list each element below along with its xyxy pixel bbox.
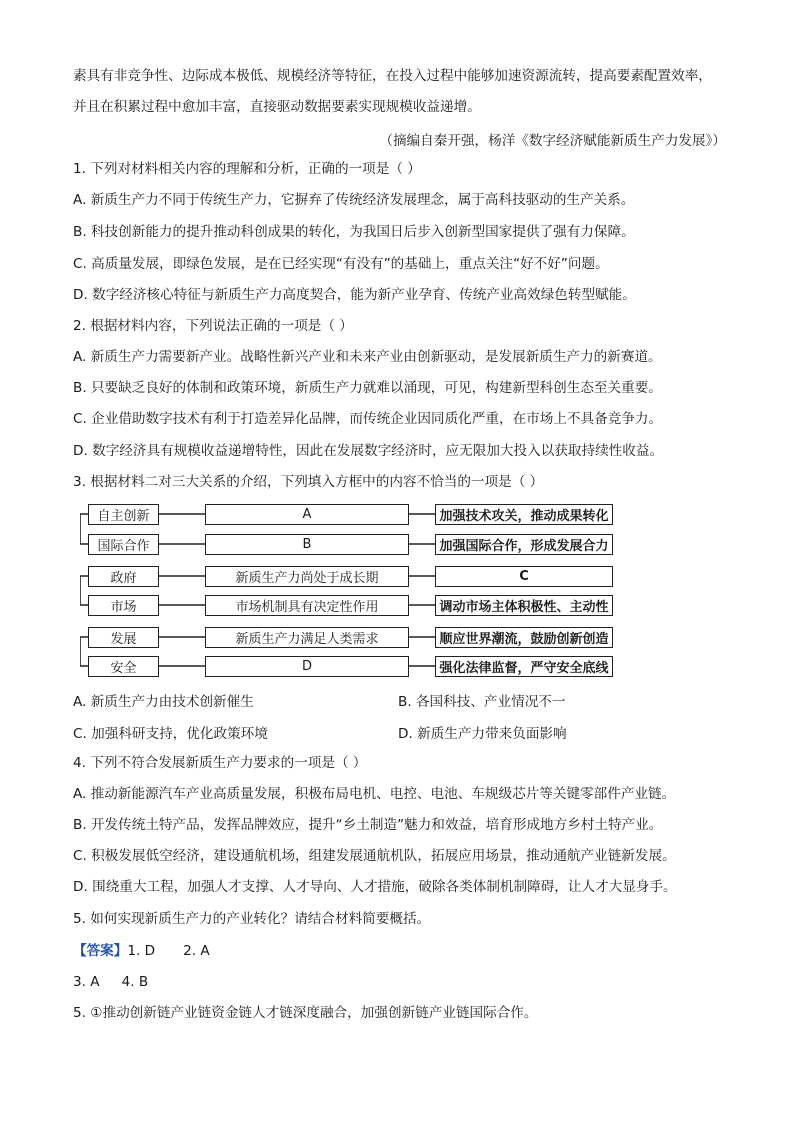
diagram-left-box: 安全: [88, 656, 159, 677]
diagram-mid-box: A: [205, 504, 409, 525]
diagram-right-box: 强化法律监督，严守安全底线: [435, 656, 613, 677]
q1-option-c: C. 高质量发展，即绿色发展，是在已经实现“有没有”的基础上，重点关注“好不好”问题。: [73, 256, 609, 272]
q3-stem: 3. 根据材料二对三大关系的介绍，下列填入方框中的内容不恰当的一项是（ ）: [73, 474, 544, 490]
diagram-right-box: 顺应世界潮流，鼓励创新创造: [435, 627, 613, 648]
diagram-left-box: 国际合作: [88, 534, 159, 555]
q2-option-b: B. 只要缺乏良好的体制和政策环境，新质生产力就难以涌现，可见，构建新型科创生态至关重要。: [73, 380, 662, 396]
answer-5: 5. ①推动创新链产业链资金链人才链深度融合，加强创新链产业链国际合作。: [73, 1005, 538, 1021]
answer-2: 2. A: [183, 943, 210, 959]
q4-option-d: D. 围绕重大工程，加强人才支撑、人才导向、人才措施，破除各类体制机制障碍，让人才大显身手。: [73, 879, 677, 895]
answer-4: 4. B: [121, 974, 149, 990]
q1-option-b: B. 科技创新能力的提升推动科创成果的转化，为我国日后步入创新型国家提供了强有力保障。: [73, 224, 635, 240]
diagram-mid-box: 新质生产力尚处于成长期: [205, 566, 409, 587]
answer-line-1: [73, 941, 733, 961]
q1-stem: 1. 下列对材料相关内容的理解和分析，正确的一项是（ ）: [73, 161, 421, 177]
diagram-left-box: 自主创新: [88, 504, 159, 525]
q3-option-a: A. 新质生产力由技术创新催生: [73, 694, 254, 710]
diagram-left-box: 政府: [88, 566, 159, 587]
q4-stem: 4. 下列不符合发展新质生产力要求的一项是（ ）: [73, 755, 367, 771]
q4-option-b: B. 开发传统土特产品，发挥品牌效应，提升“乡土制造”魅力和效益，培育形成地方乡村土特产业。: [73, 817, 663, 833]
diagram-mid-box: B: [205, 534, 409, 555]
diagram-mid-box: 新质生产力满足人类需求: [205, 627, 409, 648]
diagram-left-box: 市场: [88, 595, 159, 616]
q4-option-a: A. 推动新能源汽车产业高质量发展，积极布局电机、电控、电池、车规级芯片等关键零部件产业链。: [73, 786, 676, 802]
answer-label: 【答案】: [73, 943, 128, 959]
diagram-mid-box: 市场机制具有决定性作用: [205, 595, 409, 616]
intro-line-1: 素具有非竞争性、边际成本极低、规模经济等特征，在投入过程中能够加速资源流转，提高要素配置效率，: [73, 68, 712, 84]
answer-3: 3. A: [73, 974, 100, 990]
diagram-right-box: 加强国际合作，形成发展合力: [435, 534, 613, 555]
answer-line-2: [73, 972, 733, 992]
q1-option-a: A. 新质生产力不同于传统生产力，它摒弃了传统经济发展理念，属于高科技驱动的生产关系。: [73, 192, 635, 208]
q3-option-c: C. 加强科研支持，优化政策环境: [73, 726, 268, 742]
q2-option-a: A. 新质生产力需要新产业。战略性新兴产业和未来产业由创新驱动，是发展新质生产力的新赛道。: [73, 349, 662, 365]
q1-option-d: D. 数字经济核心特征与新质生产力高度契合，能为新产业孕育、传统产业高效绿色转型赋能。: [73, 287, 636, 303]
diagram-mid-box: D: [205, 656, 409, 677]
q5-stem: 5. 如何实现新质生产力的产业转化？请结合材料简要概括。: [73, 911, 431, 927]
diagram-right-box: 调动市场主体积极性、主动性: [435, 595, 613, 616]
source-citation: （摘编自秦开强，杨洋《数字经济赋能新质生产力发展》）: [379, 133, 726, 149]
intro-line-2: 并且在积累过程中愈加丰富，直接驱动数据要素实现规模收益递增。: [73, 99, 481, 115]
diagram-right-box: C: [435, 566, 613, 587]
q3-option-b: B. 各国科技、产业情况不一: [398, 694, 566, 710]
answer-1: 1. D: [127, 943, 156, 959]
q2-option-d: D. 数字经济具有规模收益递增特性，因此在发展数字经济时，应无限加大投入以获取持续性收益。: [73, 443, 664, 459]
diagram-connectors: [80, 503, 620, 678]
diagram-left-box: 发展: [88, 627, 159, 648]
q4-option-c: C. 积极发展低空经济，建设通航机场，组建发展通航机队，拓展应用场景，推动通航产业链新发展。: [73, 848, 676, 864]
q2-stem: 2. 根据材料内容，下列说法正确的一项是（ ）: [73, 318, 353, 334]
diagram-right-box: 加强技术攻关，推动成果转化: [435, 504, 613, 525]
q2-option-c: C. 企业借助数字技术有利于打造差异化品牌，而传统企业因同质化严重，在市场上不具备竞争力。: [73, 411, 663, 427]
q3-option-d: D. 新质生产力带来负面影响: [398, 726, 567, 742]
